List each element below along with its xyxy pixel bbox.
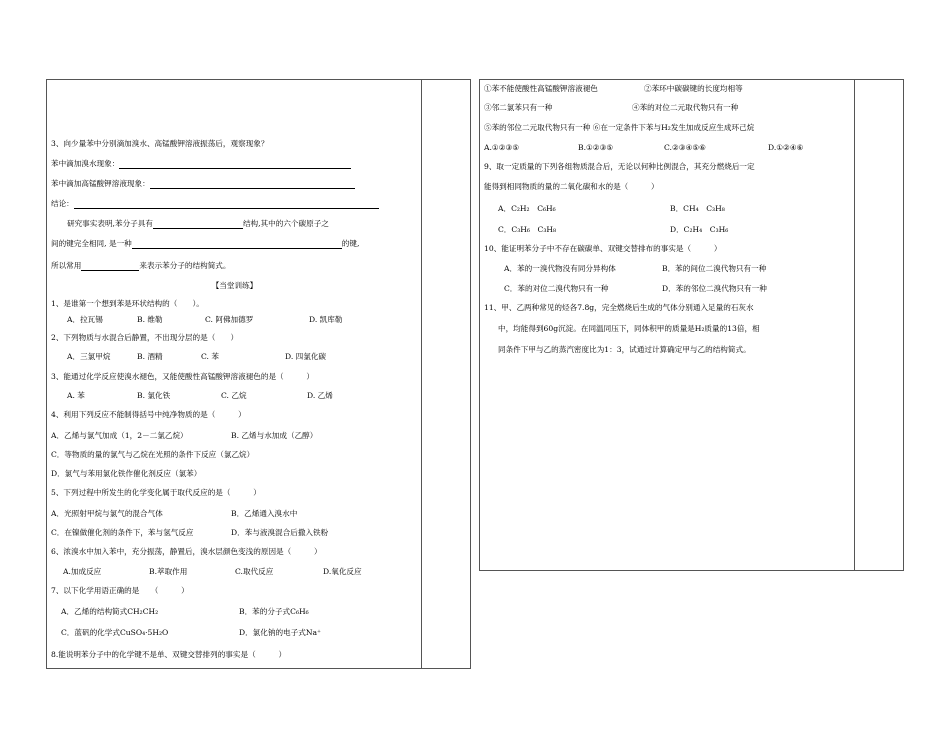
option[interactable]: D. 四氯化碳: [285, 352, 327, 361]
option[interactable]: C．C₃H₆ C₃H₈: [498, 225, 557, 234]
option[interactable]: C．蓝矾的化学式CuSO₄·5H₂O: [61, 628, 169, 637]
right-content: [484, 80, 851, 570]
option[interactable]: B．苯的分子式C₆H₆: [239, 607, 309, 616]
question-6-options: [63, 567, 362, 577]
option[interactable]: D. 乙烯: [307, 391, 333, 400]
option[interactable]: D. 凯库勒: [309, 315, 343, 324]
question-11-stem-a: 11、甲、乙两种常见的烃各7.8g，完全燃烧后生成的气体分别通入足量的石灰水: [484, 303, 754, 312]
answer-blank[interactable]: [74, 200, 379, 209]
question-4-options-ab: [51, 431, 317, 441]
option[interactable]: A．三氯甲烷: [67, 352, 111, 361]
option[interactable]: C. 乙烷: [221, 391, 247, 400]
fact-row-3: ⑤苯的邻位二元取代物只有一种 ⑥在一定条件下苯与H₂发生加成反应生成环己烷: [484, 123, 755, 132]
option[interactable]: A．C₂H₂ C₆H₆: [498, 204, 556, 213]
option[interactable]: B．苯的间位二溴代物只有一种: [662, 264, 767, 273]
observation-permanganate: 苯中滴加高锰酸钾溶液现象：: [51, 179, 355, 189]
answer-blank[interactable]: [132, 240, 342, 249]
option[interactable]: A．乙烯的结构简式CH₂CH₂: [61, 607, 159, 616]
option[interactable]: D.氧化反应: [323, 567, 362, 576]
fact-item: ③邻二氯苯只有一种: [484, 103, 553, 112]
question-2-options: [67, 352, 326, 362]
option[interactable]: C.取代反应: [235, 567, 274, 576]
option[interactable]: B. 氯化铁: [137, 391, 171, 400]
question-7-options-ab: [61, 607, 309, 617]
question-1-stem: 1、是谁第一个想到苯是环状结构的（ ）。: [51, 299, 204, 308]
answer-blank[interactable]: [150, 180, 355, 189]
option[interactable]: A.加成反应: [63, 567, 102, 576]
fact-item: ①苯不能使酸性高锰酸钾溶液褪色: [484, 84, 598, 93]
fact-row-2: [484, 103, 738, 113]
option[interactable]: A．拉瓦锡: [67, 315, 103, 324]
question-7-options-cd: [61, 628, 321, 638]
option[interactable]: B. 维勒: [137, 315, 163, 324]
option[interactable]: D．氯气与苯用氯化铁作催化剂反应（氯苯）: [51, 469, 202, 478]
question-5-options-cd: [51, 528, 328, 538]
question-4-stem: 4、利用下列反应不能制得括号中纯净物质的是（ ）: [51, 410, 246, 419]
question-3-stem: 3、能通过化学反应使溴水褪色，又能使酸性高锰酸钾溶液褪色的是（ ）: [51, 372, 315, 381]
question-10-options-cd: [504, 284, 767, 294]
question-9-options-cd: [498, 225, 728, 235]
option[interactable]: B. 乙烯与水加成（乙醇）: [231, 431, 318, 440]
option[interactable]: C.②③④⑤⑥: [664, 143, 706, 152]
option[interactable]: C. 苯: [201, 352, 219, 361]
question-10-stem: 10、能证明苯分子中不存在碳碳单、双键交替排布的事实是（ ）: [484, 244, 722, 253]
option[interactable]: C. 阿佛加德罗: [205, 315, 254, 324]
answer-blank[interactable]: [119, 160, 351, 169]
research-line-1: 研究事实表明,苯分子具有 结构,其中的六个碳原子之: [67, 219, 329, 228]
option[interactable]: B．CH₄ C₃H₈: [670, 204, 725, 213]
option[interactable]: D.①②④⑥: [768, 143, 804, 152]
fact-row-1: [484, 84, 743, 94]
left-worksheet-panel: [46, 79, 471, 669]
question-9-stem-b: 能得到相同物质的量的二氧化碳和水的是（ ）: [484, 182, 659, 191]
right-margin-column: [854, 80, 903, 570]
question-10-options-ab: [504, 264, 766, 274]
question-8-stem: 8.能说明苯分子中的化学键不是单、双键交替排列的事实是（ ）: [51, 650, 287, 659]
question-6-stem: 6、浓溴水中加入苯中，充分振荡，静置后，溴水层颜色变浅的原因是（ ）: [51, 547, 322, 556]
observation-bromine-water: 苯中滴加溴水现象：: [51, 159, 351, 169]
option[interactable]: C．在镍做催化剂的条件下，苯与氢气反应: [51, 528, 194, 537]
answer-blank[interactable]: [153, 220, 243, 229]
left-content: [51, 80, 418, 668]
left-margin-column: [421, 80, 470, 668]
fact-item: ④苯的对位二元取代物只有一种: [632, 103, 739, 112]
question-3: 3、向少量苯中分别滴加溴水、高锰酸钾溶液振荡后，观察现象？: [51, 139, 269, 148]
fact-item: ②苯环中碳碳键的长度均相等: [644, 84, 743, 93]
question-3-options: [67, 391, 333, 401]
question-7-stem: 7、以下化学用语正确的是 （ ）: [51, 586, 189, 595]
question-5-stem: 5、下列过程中所发生的化学变化属于取代反应的是（ ）: [51, 488, 261, 497]
question-5-options-ab: [51, 509, 297, 519]
question-9-options-ab: [498, 204, 725, 214]
question-1-options: [67, 315, 342, 325]
right-worksheet-panel: [479, 79, 904, 571]
option[interactable]: D．苯与液溴混合后撒入铁粉: [231, 528, 329, 537]
question-2-stem: 2、下列物质与水混合后静置，不出现分层的是（ ）: [51, 333, 239, 342]
question-9-stem-a: 9、取一定质量的下列各组物质混合后，无论以何种比例混合，其充分燃烧后一定: [484, 162, 755, 171]
section-title: 【当堂训练】: [211, 281, 258, 290]
question-11-stem-b: 中，均能得到60g沉淀。在同温同压下，同体积甲的质量是H₂质量的13倍，相: [498, 324, 760, 333]
research-line-2: 间的键完全相同, 是一种 的键,: [51, 239, 360, 248]
question-11-stem-c: 同条件下甲与乙的蒸汽密度比为1：3，试通过计算确定甲与乙的结构简式。: [498, 345, 751, 354]
option[interactable]: B. 酒精: [137, 352, 163, 361]
option[interactable]: D．苯的邻位二溴代物只有一种: [662, 284, 767, 293]
conclusion-line: 结论：: [51, 199, 379, 209]
option[interactable]: A．光照射甲烷与氯气的混合气体: [51, 509, 163, 518]
option[interactable]: B.①②③⑤: [578, 143, 614, 152]
option[interactable]: D．氯化钠的电子式Na⁺: [239, 628, 322, 637]
option[interactable]: C．等物质的量的氯气与乙烷在光照的条件下反应（氯乙烷）: [51, 450, 255, 459]
option[interactable]: B.萃取作用: [149, 567, 188, 576]
research-line-3: 所以常用 来表示苯分子的结构简式。: [51, 261, 231, 270]
answer-blank[interactable]: [81, 262, 139, 271]
option[interactable]: B．乙烯通入溴水中: [231, 509, 298, 518]
option[interactable]: A. 苯: [67, 391, 85, 400]
question-8-options: [484, 143, 803, 153]
option[interactable]: A．苯的一溴代物没有同分异构体: [504, 264, 616, 273]
option[interactable]: D．C₂H₄ C₃H₆: [670, 225, 729, 234]
option[interactable]: A.①②③⑤: [484, 143, 520, 152]
option[interactable]: A．乙烯与氯气加成（1，2－二氯乙烷）: [51, 431, 188, 440]
option[interactable]: C．苯的对位二溴代物只有一种: [504, 284, 609, 293]
